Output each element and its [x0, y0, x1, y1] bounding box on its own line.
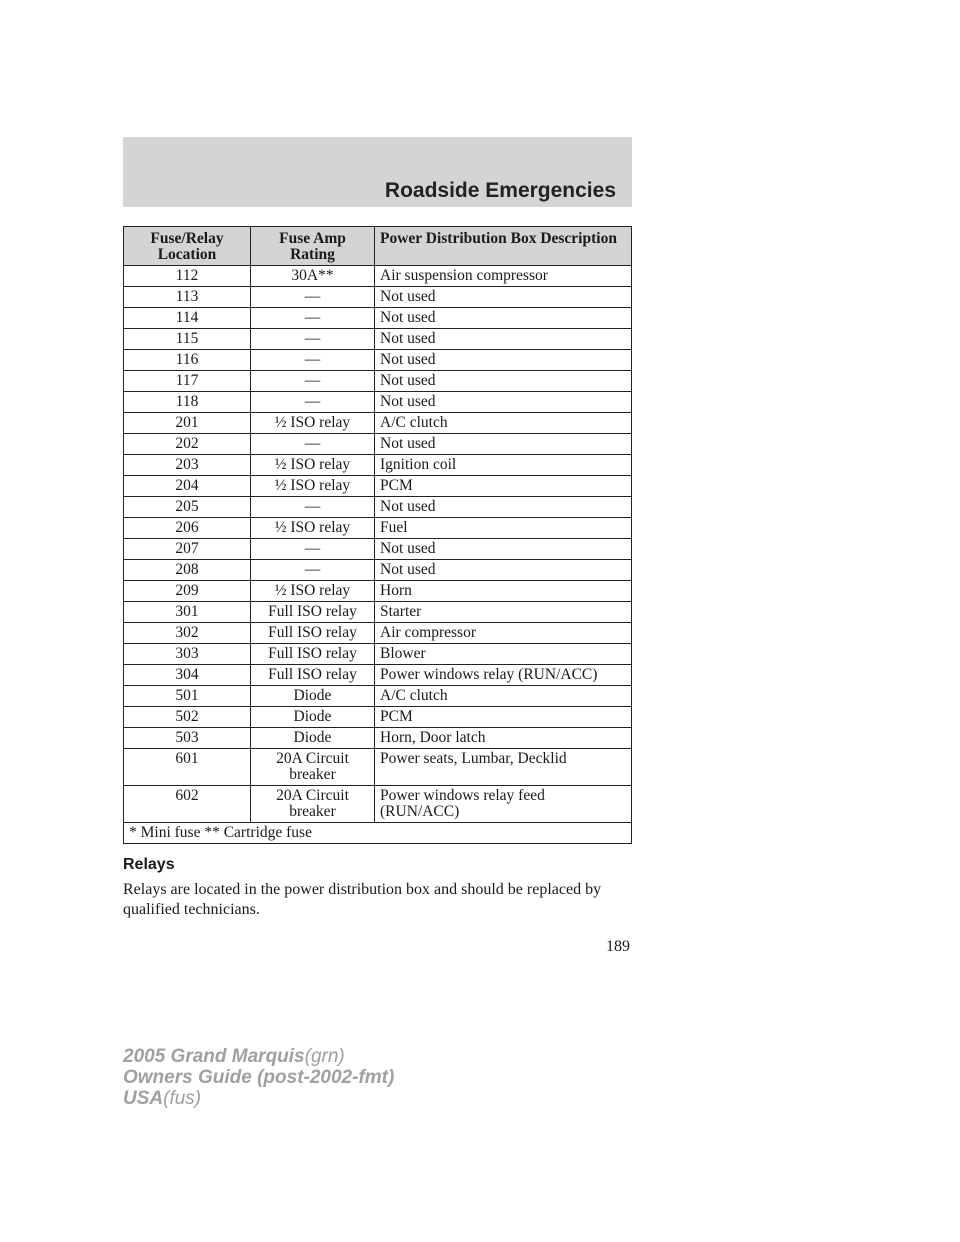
- cell-amp-rating: —: [251, 392, 375, 413]
- cell-amp-rating: —: [251, 308, 375, 329]
- cell-description: Not used: [375, 329, 632, 350]
- cell-description: Starter: [375, 602, 632, 623]
- cell-description: PCM: [375, 707, 632, 728]
- cell-description: Not used: [375, 371, 632, 392]
- cell-description: Horn: [375, 581, 632, 602]
- cell-location: 112: [124, 266, 251, 287]
- cell-amp-rating: ½ ISO relay: [251, 476, 375, 497]
- cell-location: 502: [124, 707, 251, 728]
- cell-location: 304: [124, 665, 251, 686]
- table-header-row: [124, 227, 632, 266]
- cell-amp-rating: Diode: [251, 686, 375, 707]
- footer-model: 2005 Grand Marquis: [123, 1046, 305, 1067]
- cell-amp-rating: —: [251, 539, 375, 560]
- cell-location: 303: [124, 644, 251, 665]
- cell-description: Not used: [375, 308, 632, 329]
- cell-location: 201: [124, 413, 251, 434]
- table-row: [124, 602, 632, 623]
- cell-description: A/C clutch: [375, 413, 632, 434]
- table-row: [124, 308, 632, 329]
- cell-location: 602: [124, 786, 251, 823]
- cell-location: 117: [124, 371, 251, 392]
- table-row: [124, 287, 632, 308]
- footer-market-code: (fus): [163, 1088, 202, 1109]
- table-row: [124, 371, 632, 392]
- cell-description: Not used: [375, 434, 632, 455]
- table-row: [124, 581, 632, 602]
- fuse-table: [123, 226, 632, 844]
- cell-description: Power windows relay feed (RUN/ACC): [375, 786, 632, 823]
- section-header-band: [123, 137, 632, 207]
- cell-amp-rating: ½ ISO relay: [251, 581, 375, 602]
- table-row: [124, 497, 632, 518]
- cell-location: 208: [124, 560, 251, 581]
- table-row: [124, 644, 632, 665]
- cell-amp-rating: 20A Circuit breaker: [251, 786, 375, 823]
- footer-line-2: [123, 1067, 394, 1088]
- table-row: [124, 518, 632, 539]
- cell-location: 501: [124, 686, 251, 707]
- footer-line-1: [123, 1046, 394, 1067]
- cell-amp-rating: Full ISO relay: [251, 665, 375, 686]
- table-row: [124, 329, 632, 350]
- column-header-description: Power Distribution Box Description: [375, 227, 632, 266]
- table-row: [124, 560, 632, 581]
- table-row: [124, 728, 632, 749]
- table-row: [124, 455, 632, 476]
- cell-amp-rating: ½ ISO relay: [251, 518, 375, 539]
- cell-description: Not used: [375, 287, 632, 308]
- table-row: [124, 434, 632, 455]
- cell-amp-rating: Diode: [251, 728, 375, 749]
- cell-description: Power seats, Lumbar, Decklid: [375, 749, 632, 786]
- cell-description: Power windows relay (RUN/ACC): [375, 665, 632, 686]
- cell-location: 205: [124, 497, 251, 518]
- table-row: [124, 686, 632, 707]
- cell-location: 113: [124, 287, 251, 308]
- cell-location: 204: [124, 476, 251, 497]
- table-row: [124, 392, 632, 413]
- cell-amp-rating: —: [251, 350, 375, 371]
- cell-location: 202: [124, 434, 251, 455]
- cell-location: 115: [124, 329, 251, 350]
- cell-description: Ignition coil: [375, 455, 632, 476]
- cell-amp-rating: —: [251, 371, 375, 392]
- cell-location: 301: [124, 602, 251, 623]
- cell-amp-rating: —: [251, 560, 375, 581]
- cell-description: Not used: [375, 560, 632, 581]
- table-row: [124, 539, 632, 560]
- relays-heading: Relays: [123, 856, 175, 873]
- cell-location: 209: [124, 581, 251, 602]
- cell-amp-rating: 20A Circuit breaker: [251, 749, 375, 786]
- cell-description: Horn, Door latch: [375, 728, 632, 749]
- table-row: [124, 749, 632, 786]
- table-row: [124, 707, 632, 728]
- table-row: [124, 665, 632, 686]
- cell-description: Not used: [375, 539, 632, 560]
- cell-amp-rating: —: [251, 287, 375, 308]
- cell-location: 114: [124, 308, 251, 329]
- cell-description: Fuel: [375, 518, 632, 539]
- footer-market: USA: [123, 1088, 164, 1109]
- cell-description: A/C clutch: [375, 686, 632, 707]
- table-footnote-row: [124, 823, 632, 844]
- cell-amp-rating: 30A**: [251, 266, 375, 287]
- cell-amp-rating: ½ ISO relay: [251, 413, 375, 434]
- cell-location: 116: [124, 350, 251, 371]
- cell-location: 503: [124, 728, 251, 749]
- footer-line-3: [123, 1088, 394, 1109]
- cell-location: 203: [124, 455, 251, 476]
- cell-amp-rating: Full ISO relay: [251, 623, 375, 644]
- cell-description: Blower: [375, 644, 632, 665]
- cell-description: Not used: [375, 350, 632, 371]
- cell-location: 302: [124, 623, 251, 644]
- table-footnote: * Mini fuse ** Cartridge fuse: [124, 823, 632, 844]
- cell-amp-rating: Full ISO relay: [251, 644, 375, 665]
- table-row: [124, 266, 632, 287]
- column-header-amp-rating: Fuse Amp Rating: [251, 227, 375, 266]
- cell-amp-rating: Full ISO relay: [251, 602, 375, 623]
- cell-location: 601: [124, 749, 251, 786]
- cell-description: Not used: [375, 497, 632, 518]
- page-number: 189: [606, 938, 630, 955]
- cell-description: PCM: [375, 476, 632, 497]
- footer-model-code: (grn): [304, 1046, 345, 1067]
- cell-amp-rating: Diode: [251, 707, 375, 728]
- cell-description: Air suspension compressor: [375, 266, 632, 287]
- cell-description: Not used: [375, 392, 632, 413]
- cell-amp-rating: —: [251, 434, 375, 455]
- table-body: [124, 266, 632, 823]
- table-row: [124, 350, 632, 371]
- cell-amp-rating: ½ ISO relay: [251, 455, 375, 476]
- document-footer: [123, 1046, 394, 1109]
- table-row: [124, 786, 632, 823]
- column-header-location: Fuse/Relay Location: [124, 227, 251, 266]
- cell-description: Air compressor: [375, 623, 632, 644]
- table-row: [124, 476, 632, 497]
- cell-location: 206: [124, 518, 251, 539]
- cell-location: 118: [124, 392, 251, 413]
- cell-amp-rating: —: [251, 329, 375, 350]
- cell-amp-rating: —: [251, 497, 375, 518]
- table-row: [124, 623, 632, 644]
- table-row: [124, 413, 632, 434]
- footer-guide: Owners Guide (post-2002-fmt): [123, 1067, 395, 1088]
- section-title: Roadside Emergencies: [384, 179, 616, 202]
- relays-paragraph: Relays are located in the power distribution box and should be replaced by qualified technicians.: [123, 881, 602, 918]
- cell-location: 207: [124, 539, 251, 560]
